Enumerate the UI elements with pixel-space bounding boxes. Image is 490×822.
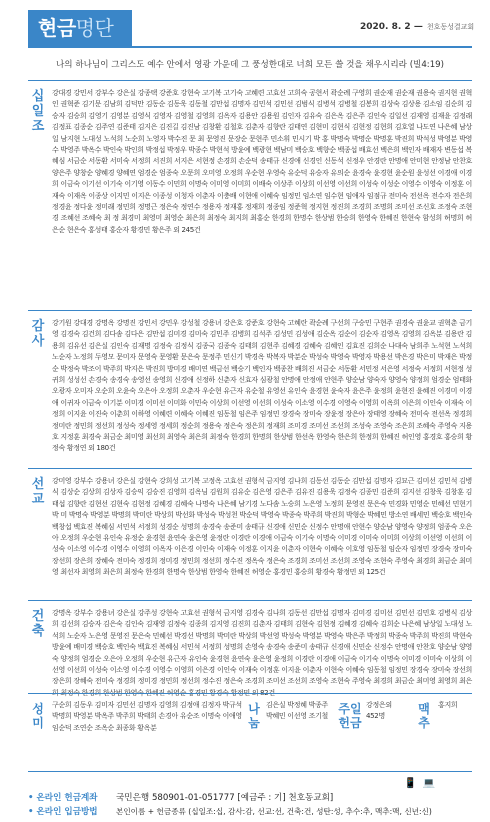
account-value: 국민은행 580901-01-051777 [예금주 : 기] 천호동교회] — [116, 793, 334, 803]
header-rule — [28, 46, 472, 48]
church-name: 천호동성결교회 — [426, 23, 475, 31]
weekly-label: 주일헌금 — [338, 702, 362, 730]
account-line — [28, 792, 333, 804]
section-names: 강기원 강대경 강명옥 강명진 강민서 강민우 강성철 강용녀 강은호 강준호 강현숙 고혜란 곽순례 구선희 구승민 구현주 권경숙 권윤교 권혁춘 금기영 김경숙 김건희 김다솜 김다은 김만섭 김미경 김미숙 김민주 김병희 김석주 김성민 김성애 김순옥 김순이 김순자 김영옥 김영희 김옥분 김용란 김용희 김유선 김은실 김인숙 김재명 김정숙 김정식 김종국 김종숙 김태희 김현주 김혜경 김혜숙 김혜인 김효진 김희순 나대숙 남희주 노석현 노석희 노순자 노정희 두영모 문미자 문영숙 문영환 문은숙 문정주 민신기 박경옥 박복자 박분순 박성숙 박영숙 박영자 박용선 박은경 박은미 박재은 박정순 박정숙 박조이 박주희 박지은 박진희 방미경 배미연 백금선 백승기 백인자 백종찬 배희진 서금순 서동환 서민정 서은영 서정숙 서정희 서현정 성귀희 성성선 손경숙 송경숙 송영선 송영희 신경애 신정하 신춘자 신효자 심광철 안명애 안정애 안현주 양순남 양숙자 양영숙 양정희 엄경순 엄태화 오광자 오미자 오순희 오윤숙 오은아 오정희 오춘자 우순현 유근자 유순철 유영선 유인숙 윤경현 윤숙자 윤은주 윤정희 윤현진 윤혜진 이경미 이경애 이귀자 이금숙 이기분 이미경 이미선 이미화 이민숙 이상희 이선영 이선희 이성숙 이소영 이수경 이영숙 이영희 이옥희 이은희 이인숙 이재숙 이정희 이지윤 이진숙 이춘희 이하영 이혜련 이혜숙 이혜진 임동철 임은주 임정민 장경숙 장미숙 장윤정 장은아 장태영 장혜숙 전미숙 전선옥 정경희 정미란 정민희 정선희 정성숙 정세영 정세희 정순희 정용숙 정은숙 정은희 정재희 조미경 조미선 조선희 조성숙 조영숙 조은희 조혜숙 주영숙 지용호 지정훈 최경숙 최금순 최미영 최선희 최영숙 최은희 최정숙 한경희 한명희 한상범 한선옥 한영숙 한은희 한정희 한혜진 허인영 홍경호 홍승희 황정숙 황정연 외 180건 — [52, 318, 472, 453]
section-tithe — [28, 80, 472, 296]
date-separator: — — [410, 22, 423, 32]
method-value: 본인이름 + 헌금종류 (십일조:십, 감사:감, 선교:선, 건축:건, 성탄:성, 추수:추, 맥추:맥, 신년:신) — [116, 807, 432, 816]
section-building — [28, 600, 472, 697]
sharing-label: 나눔 — [248, 702, 260, 730]
section-names: 강미영 강부수 강용녀 강은실 강현숙 강희성 고기복 고정옥 고효선 권형석 금지영 김나희 김동선 김동순 김만섭 김명자 김묘근 김미선 김민석 김병식 김상순 김상희 김상자 김승익 김승진 김영희 김옥님 김원희 김유순 김은영 김은주 김유진 김용욱 김정숙 김종민 김준희 김지선 김창욱 김창훈 김태섭 김향란 김현선 김현숙 김현정 김혜경 김혜숙 나명숙 나은혜 남기경 노다솜 노승희 노은영 노정희 문영진 문은숙 민경화 민영순 민혜선 민현기 박 미 박명숙 박영분 박명희 박미란 박상희 박선화 박성숙 박성천 박순덕 박영숙 박종숙 박주희 박진희 박형순 박혜민 방소연 배세민 백승호 백인숙 백창섭 백효진 복혜심 서민석 서정희 성경순 성명희 송경숙 송준미 송태규 신경애 신민순 신정수 안명애 안현수 양순남 양영숙 양정희 엄종숙 오은아 오정희 우순현 유인숙 유정순 윤경현 윤연숙 윤은영 윤정란 이경란 이경애 이금숙 이기숙 이명숙 이미경 이미숙 이미희 이상희 이선영 이선희 이성숙 이소영 이수경 이영수 이영희 이옥자 이은경 이인숙 이재숙 이정훈 이지윤 이춘자 이현숙 이혜숙 이호영 임동철 임순자 임정민 장경숙 장미숙 장선희 장은희 장혜숙 전미숙 정경희 정미경 정민희 정선희 정수진 정옥숙 정은숙 조경희 조미선 조선희 조영숙 조현숙 주영숙 최경희 최금순 최미영 최선자 최영희 최은희 최정숙 한경희 한명숙 한상범 한영숙 한혜진 허영순 홍경민 홍승희 황경숙 황정민 외 125건 — [52, 476, 472, 577]
section-names: 강명옥 강부수 강용녀 강은실 강주성 강현숙 고효선 권형석 금지영 김경숙 김나희 김동선 김만섭 김명자 김미경 김미선 김민선 김민호 김병식 김상희 김선희 김승자 김은숙 김인숙 김재영 김정숙 김종희 김지영 김진희 김춘자 김태희 김현숙 김현정 김혜경 김혜숙 김희순 나은혜 남상일 노대성 노석희 노순자 노은영 문영진 문은숙 민혜선 박경선 박명희 박미란 박상희 박선영 박성숙 박영분 박영숙 박은주 박정희 박종숙 박주희 박진희 박현숙 방윤예 배미경 백승호 백인숙 백효진 복혜심 서민석 서정희 성명희 손영숙 송경숙 송준미 송태규 신경애 신민순 신정수 안명애 안찬호 양순남 양영숙 양정희 엄경순 오은아 오정희 우순현 유근자 유인숙 윤경현 윤연숙 윤은영 윤정희 이경란 이경애 이금숙 이기숙 이명숙 이미경 이미숙 이상희 이선영 이선희 이성숙 이소영 이수경 이영수 이영희 이은경 이인숙 이재숙 이정훈 이지윤 이춘자 이현숙 이혜숙 임동철 임정민 장경숙 장미숙 장선희 장은희 장혜숙 전미숙 정경희 정미경 정민희 정선희 정수진 정은숙 조경희 조미선 조선희 조영숙 조현숙 주영숙 최경희 최금순 최미영 최영희 최은희 최정숙 한경희 한상범 한영숙 한혜진 허영순 홍경민 황경숙 황정민 외 82건 — [52, 608, 472, 697]
page-header — [0, 0, 490, 46]
section-names: 강대경 강민서 강부수 강은실 강종택 강준호 강현숙 고기복 고기숙 고혜련 고효선 고희숙 공현서 곽순례 구영희 권순재 권순재 권용숙 권지현 권혁인 권혁준 김기문 김남희 김덕만 김동순 김동욱 김동철 김만섭 김명자 김민석 김민선 김범식 김병석 김병철 김봉희 김상숙 김상용 김소임 김순희 김승자 김승희 김영기 김영분 김영식 김영자 김영철 김영희 김옥자 김용안 김용원 김인자 김유숙 김은옥 김은주 김인숙 김일선 김재영 김재윤 김정래 김정표 김종순 김주연 김준태 김지은 김진길 김진남 김창환 김철호 김춘자 김향란 김태연 김현미 김현식 김현정 김현희 김호열 나도연 나은혜 남상일 남지현 노대성 노석희 노순희 노영자 박수진 문 최 문영진 문장순 문현주 민소휘 민시기 박 홍 박명숙 박명순 박명훈 박진희 박석성 박영분 박영수 박영주 박옥수 박인숙 박인희 박정섭 박정우 박종수 박현석 방윤예 백광현 백남미 백승호 백향순 백종섭 배효선 백은희 백인자 배재자 변동섭 복혜심 서금순 서동환 서미숙 서정희 서진희 서지은 서현정 손경희 손순덕 송태규 신경애 신경인 신동석 신정우 안경란 안명애 안미현 안정남 안찬호 양은주 양창순 양혜경 양혜연 엄경순 엄종숙 오문희 오미영 오정희 우순현 우영숙 유순덕 유승자 유의순 윤경숙 윤경현 윤순원 윤성선 이경애 이경희 이금숙 이기선 이기숙 이기영 이동수 이민희 이명숙 이미영 이미희 이배숙 이상주 이상희 이선영 이선희 이성숙 이성순 이영수 이영숙 이정훈 이재숙 이재옥 이종상 이지민 이지은 이종성 이청자 이춘자 이충배 이현애 이혜숙 임정민 임소연 임수현 임애자 임점규 전미숙 전선옥 전수자 전은희 정경윤 정다윤 정미래 정민희 정명근 정은숙 정연수 정용자 정재홍 정재희 정종임 정준혁 정지현 정진희 조경희 조명희 조미선 조신호 조정숙 조현경 조혜선 조혜숙 최 정 최경미 최영미 최영순 최은희 최정숙 최지희 최홍순 한경희 한명수 한상범 한승희 한영숙 한혜진 한현숙 함성희 허명희 허은순 현은숙 홍성태 홍순자 황경민 황은주 외 245건 — [52, 88, 472, 234]
laptop-icon: 💻 — [422, 778, 441, 789]
title-light: 명단 — [75, 16, 114, 40]
scholarship-label: 성미 — [32, 702, 44, 730]
section-thanks — [28, 310, 472, 462]
section-label: 건축 — [31, 609, 45, 639]
account-label: • 온라인 헌금계좌 — [28, 792, 116, 804]
scholarship-names: 구순희 김동우 김미자 김민선 김명자 김영희 김정애 김정자 박규석 박명희 박영분 박옥주 박주희 박태희 손경아 유순조 이명숙 이애영 임순덕 조연순 조옥순 최종화 황옥분 — [52, 701, 242, 732]
method-label: • 온라인 입금방법 — [28, 806, 116, 818]
date-line — [360, 22, 474, 32]
bulletin-date: 2020. 8. 2 — [360, 22, 411, 32]
bible-verse: 나의 하나님이 그리스도 예수 안에서 영광 가운데 그 풍성한대로 너희 모든 쓸 것을 채우시리라 (빌4:19) — [55, 60, 444, 70]
section-mission — [28, 468, 472, 580]
title-main: 현금 — [38, 16, 76, 40]
section-misc — [28, 693, 472, 765]
phone-icon: 📱 — [404, 778, 423, 789]
section-label: 십일조 — [31, 89, 45, 134]
wheat-label: 맥추 — [418, 702, 430, 730]
section-label: 감사 — [31, 319, 45, 349]
weekly-names: 강정은외 452명 — [366, 701, 392, 721]
section-label: 선교 — [31, 477, 45, 507]
method-line — [28, 806, 432, 818]
wheat-names: 홍지희 — [438, 701, 458, 709]
footer-rule — [28, 771, 472, 772]
page-title — [28, 10, 132, 46]
footer-icons — [404, 778, 441, 789]
sharing-names: 김은실 박정혜 박종주 박혜민 이선영 조기철 — [266, 701, 329, 721]
